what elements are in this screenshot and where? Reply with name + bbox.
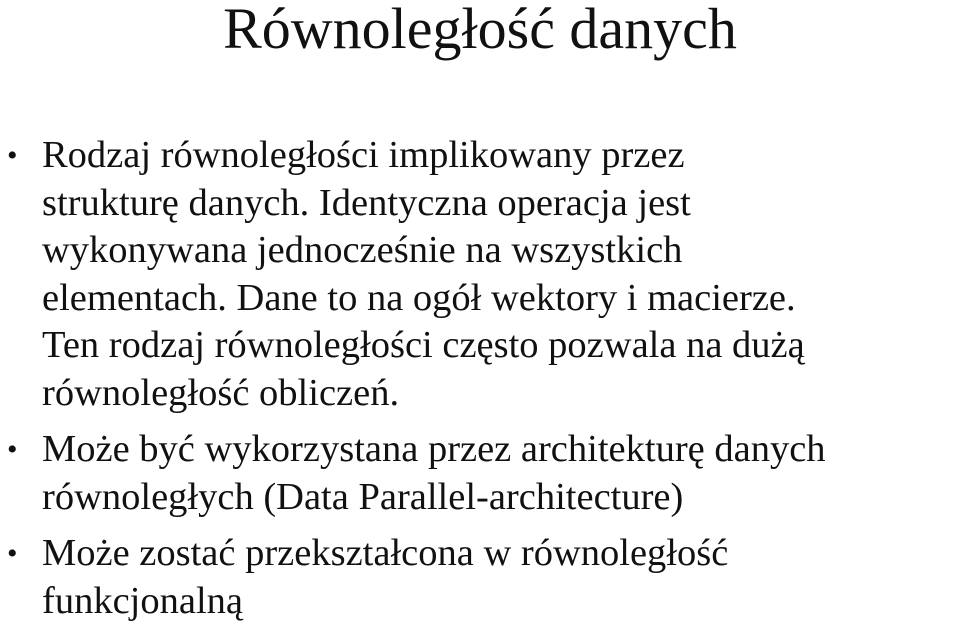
bullet-line: strukturę danych. Identyczna operacja jest bbox=[42, 181, 691, 224]
bullet-line: Ten rodzaj równoległości często pozwala na dużą bbox=[42, 324, 805, 366]
bullet-item-functional-transform bbox=[0, 530, 960, 625]
bullet-line: Rodzaj równoległości implikowany przez bbox=[42, 134, 685, 176]
bullet-line: Może być wykorzystana przez architekturę danych bbox=[42, 428, 826, 470]
bullet-line: równoległość obliczeń. bbox=[42, 371, 400, 414]
bullet-line: funkcjonalną bbox=[42, 579, 243, 622]
bullet-list bbox=[0, 132, 960, 625]
bullet-line: wykonywana jednocześnie na wszystkich bbox=[42, 229, 683, 271]
bullet-icon: • bbox=[7, 139, 18, 172]
bullet-line: elementach. Dane to na ogół wektory i macierze. bbox=[42, 276, 796, 319]
slide-title: Równoległość danych bbox=[223, 0, 737, 61]
bullet-line: Może zostać przekształcona w równoległość bbox=[42, 532, 729, 574]
bullet-item-data-parallelism-definition bbox=[0, 132, 960, 417]
bullet-line: równoległych (Data Parallel-architecture) bbox=[42, 475, 684, 518]
bullet-icon: • bbox=[7, 537, 18, 570]
bullet-item-architecture bbox=[0, 426, 960, 521]
bullet-icon: • bbox=[7, 433, 18, 466]
